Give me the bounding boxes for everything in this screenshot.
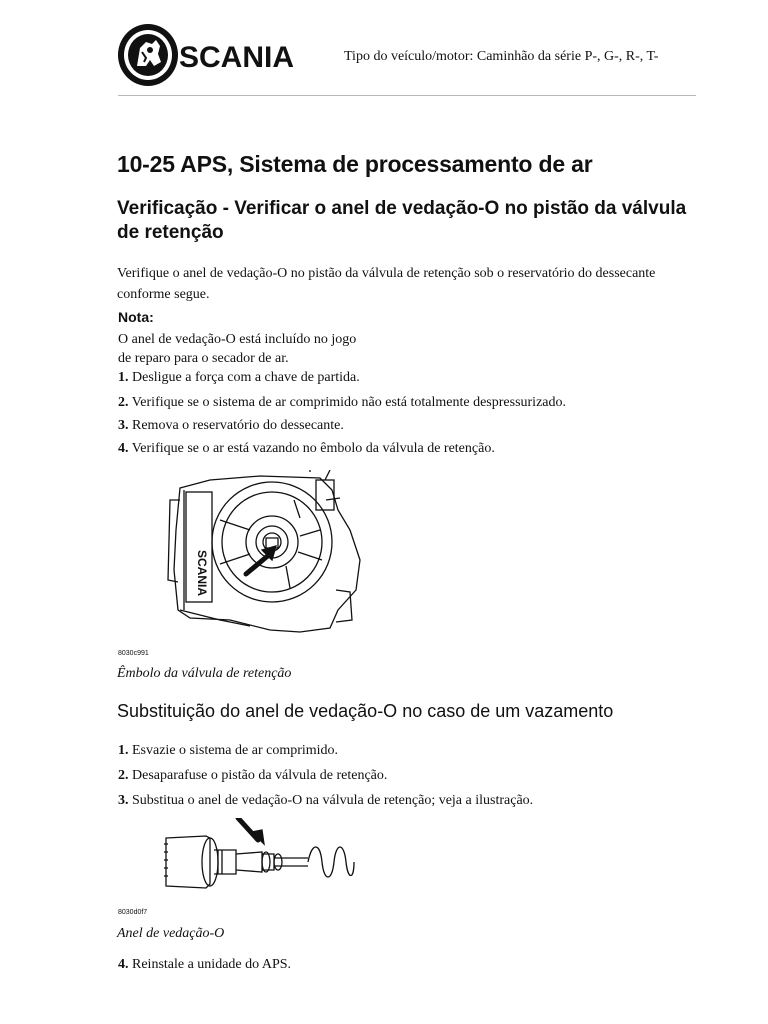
replace-step [118,743,338,759]
step-number: 1. [118,370,129,385]
check-step [118,395,566,411]
step-number: 3. [118,418,129,433]
step-text: Esvazie o sistema de ar comprimido. [128,743,339,758]
step-number: 3. [118,793,129,808]
header-divider [118,95,696,96]
note-label: Nota: [118,309,154,325]
o-ring-illustration [158,818,358,898]
note-line: de reparo para o secador de ar. [118,351,289,366]
figure-code: 8030c991 [118,650,149,657]
section-title: Verificação - Verificar o anel de vedação-O no pistão da válvula de retenção [117,198,687,243]
step-number: 4. [118,441,129,456]
figure-caption: Anel de vedação-O [117,926,225,941]
intro-paragraph: Verifique o anel de vedação-O no pistão da válvula de retenção sob o reservatório do dessecante conforme segue. [117,266,656,302]
figure-caption: Êmbolo da válvula de retenção [117,666,292,681]
step-number: 2. [118,395,129,410]
page-title: 10-25 APS, Sistema de processamento de ar [117,151,593,177]
note-text [118,330,418,368]
vehicle-info: Tipo do veículo/motor: Caminhão da série P-, G-, R-, T- [344,49,659,64]
final-step [118,957,291,973]
note-line: O anel de vedação-O está incluído no jogo [118,332,357,347]
step-number: 2. [118,768,129,783]
scania-logo [116,22,332,88]
step-text: Remova o reservatório do dessecante. [128,418,344,433]
replace-step [118,768,387,784]
replace-step [118,793,533,809]
replacement-section-title: Substituição do anel de vedação-O no caso de um vazamento [117,701,614,721]
step-text: Verifique se o sistema de ar comprimido não está totalmente despressurizado. [128,395,566,410]
svg-text:SCANIA: SCANIA [195,550,209,597]
step-text: Reinstale a unidade do APS. [128,957,292,972]
step-text: Desligue a força com a chave de partida. [128,370,360,385]
figure-code: 8030d0f7 [118,909,148,916]
step-text: Desaparafuse o pistão da válvula de retenção. [128,768,388,783]
step-number: 4. [118,957,129,972]
brand-wordmark: SCANIA [179,41,295,74]
check-step [118,418,344,434]
check-step [118,441,495,457]
step-text: Verifique se o ar está vazando no êmbolo da válvula de retenção. [128,441,495,456]
step-number: 1. [118,743,129,758]
step-text: Substitua o anel de vedação-O na válvula de retenção; veja a ilustração. [128,793,534,808]
check-step [118,370,360,386]
check-valve-illustration [150,470,380,638]
